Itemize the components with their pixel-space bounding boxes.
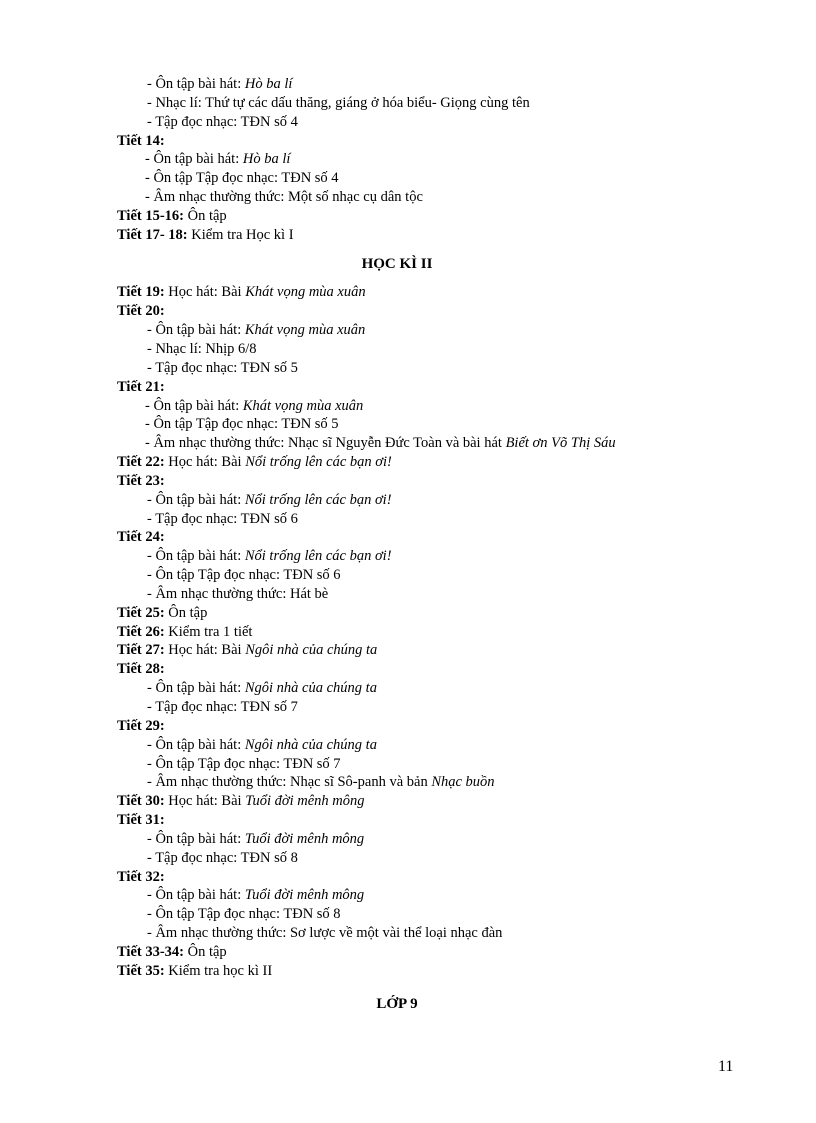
list-item: - Ôn tập Tập đọc nhạc: TĐN số 8 bbox=[147, 906, 341, 923]
list-item: - Âm nhạc thường thức: Hát bè bbox=[147, 585, 329, 602]
lesson-heading: Tiết 32: bbox=[117, 868, 165, 885]
lesson-plan-list bbox=[117, 75, 757, 1024]
lesson-heading: Tiết 24: bbox=[117, 529, 165, 546]
lesson-heading: Tiết 15-16: Ôn tập bbox=[117, 207, 227, 224]
lesson-heading: Tiết 31: bbox=[117, 812, 165, 829]
list-item: - Ôn tập Tập đọc nhạc: TĐN số 7 bbox=[147, 755, 341, 772]
lesson-heading: Tiết 26: Kiểm tra 1 tiết bbox=[117, 623, 253, 640]
list-item: - Âm nhạc thường thức: Nhạc sĩ Sô-panh và bản Nhạc buồn bbox=[147, 774, 495, 791]
lesson-heading: Tiết 20: bbox=[117, 303, 165, 320]
list-item: - Ôn tập bài hát: Khát vọng mùa xuân bbox=[147, 322, 366, 339]
lesson-heading: Tiết 35: Kiểm tra học kì II bbox=[117, 962, 273, 979]
list-item: - Ôn tập bài hát: Tuổi đời mênh mông bbox=[147, 830, 365, 847]
list-item: - Ôn tập bài hát: Hò ba lí bbox=[147, 76, 293, 92]
list-item: - Ôn tập Tập đọc nhạc: TĐN số 4 bbox=[145, 170, 339, 187]
lesson-heading: Tiết 30: Học hát: Bài Tuổi đời mênh mông bbox=[117, 793, 365, 810]
list-item: - Nhạc lí: Thứ tự các dấu thăng, giáng ở hóa biểu- Giọng cùng tên bbox=[147, 94, 530, 111]
lesson-heading: Tiết 28: bbox=[117, 661, 165, 678]
list-item: - Ôn tập Tập đọc nhạc: TĐN số 5 bbox=[145, 416, 339, 433]
list-item: - Âm nhạc thường thức: Sơ lược về một vài thể loại nhạc đàn bbox=[147, 925, 503, 942]
lesson-heading: Tiết 33-34: Ôn tập bbox=[117, 943, 227, 960]
list-item: - Ôn tập bài hát: Ngôi nhà của chúng ta bbox=[147, 736, 377, 753]
section-title: LỚP 9 bbox=[376, 995, 418, 1012]
list-item: - Ôn tập Tập đọc nhạc: TĐN số 6 bbox=[147, 567, 341, 584]
lesson-heading: Tiết 14: bbox=[117, 132, 165, 149]
lesson-heading: Tiết 22: Học hát: Bài Nổi trống lên các bạn ơi! bbox=[117, 454, 392, 471]
section-title: HỌC KÌ II bbox=[361, 255, 433, 272]
list-item: - Ôn tập bài hát: Tuổi đời mênh mông bbox=[147, 887, 365, 904]
lesson-heading: Tiết 29: bbox=[117, 717, 165, 734]
list-item: - Ôn tập bài hát: Nổi trống lên các bạn ơi! bbox=[147, 491, 392, 508]
list-item: - Ôn tập bài hát: Nổi trống lên các bạn ơi! bbox=[147, 548, 392, 565]
list-item: - Ôn tập bài hát: Hò ba lí bbox=[145, 151, 291, 168]
list-item: - Ôn tập bài hát: Ngôi nhà của chúng ta bbox=[147, 680, 377, 697]
list-item: - Tập đọc nhạc: TĐN số 6 bbox=[147, 510, 298, 527]
list-item: - Tập đọc nhạc: TĐN số 5 bbox=[147, 359, 298, 376]
lesson-heading: Tiết 27: Học hát: Bài Ngôi nhà của chúng ta bbox=[117, 642, 378, 659]
lesson-heading: Tiết 21: bbox=[117, 378, 165, 395]
list-item: - Tập đọc nhạc: TĐN số 7 bbox=[147, 699, 298, 715]
list-item: - Âm nhạc thường thức: Nhạc sĩ Nguyễn Đức Toàn và bài hát Biết ơn Võ Thị Sáu bbox=[145, 435, 616, 452]
lesson-heading: Tiết 23: bbox=[117, 472, 165, 489]
lesson-heading: Tiết 17- 18: Kiểm tra Học kì I bbox=[117, 226, 294, 243]
list-item: - Tập đọc nhạc: TĐN số 4 bbox=[147, 113, 298, 130]
lesson-heading: Tiết 25: Ôn tập bbox=[117, 604, 208, 621]
lesson-heading: Tiết 19: Học hát: Bài Khát vọng mùa xuân bbox=[117, 284, 366, 301]
list-item: - Âm nhạc thường thức: Một số nhạc cụ dân tộc bbox=[145, 189, 423, 206]
list-item: - Tập đọc nhạc: TĐN số 8 bbox=[147, 849, 298, 866]
list-item: - Ôn tập bài hát: Khát vọng mùa xuân bbox=[145, 397, 364, 414]
list-item: - Nhạc lí: Nhịp 6/8 bbox=[147, 340, 257, 357]
page-number: 11 bbox=[718, 1058, 734, 1075]
